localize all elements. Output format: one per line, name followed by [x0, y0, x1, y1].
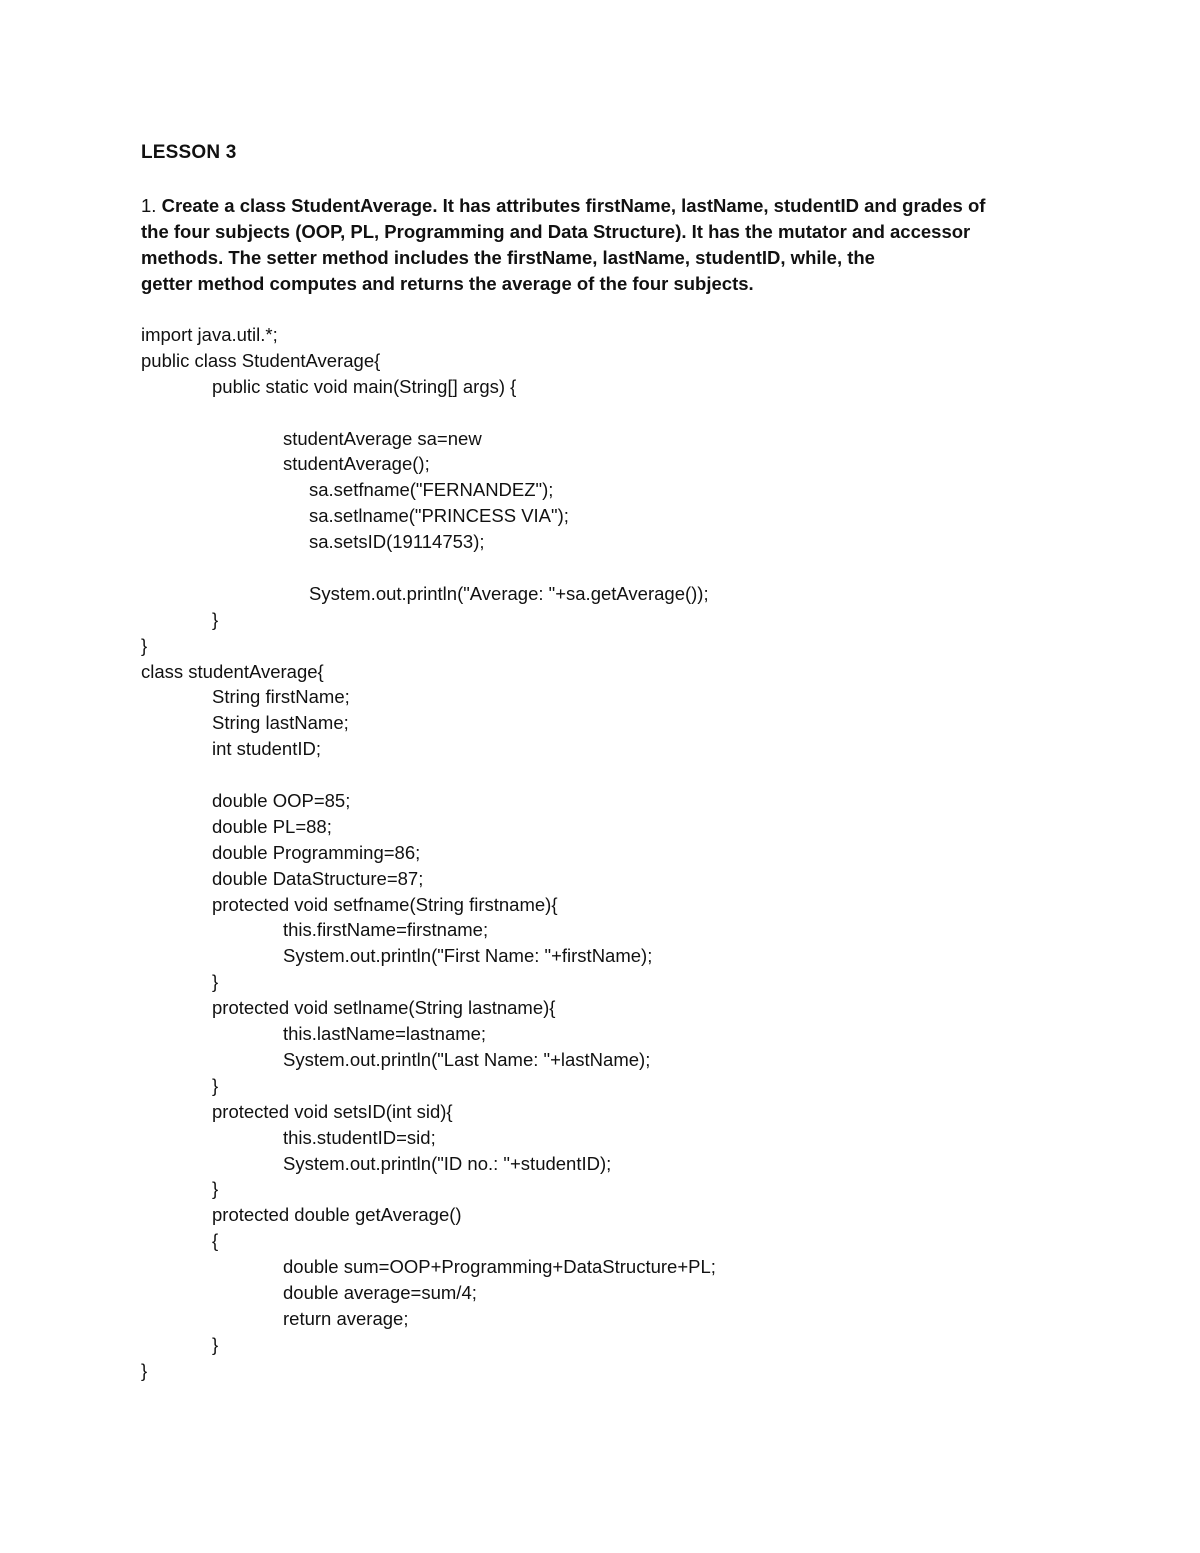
code-line-blank — [141, 555, 716, 581]
code-line: this.studentID=sid; — [283, 1126, 436, 1148]
code-line-blank — [141, 762, 716, 788]
code-line: String firstName; — [212, 686, 350, 708]
code-line: System.out.println("Average: "+sa.getAverage()); — [309, 582, 709, 604]
code-line: } — [141, 1359, 148, 1381]
code-line: studentAverage sa=new — [283, 427, 482, 449]
code-line: return average; — [283, 1307, 409, 1329]
code-line: System.out.println("First Name: "+firstName); — [283, 945, 653, 967]
code-line: int studentID; — [212, 738, 322, 760]
code-line: } — [212, 1074, 219, 1096]
code-line: } — [141, 634, 148, 656]
code-line: import java.util.*; — [141, 324, 278, 345]
code-line: String lastName; — [212, 712, 349, 734]
code-line: this.lastName=lastname; — [283, 1023, 487, 1045]
question-prompt — [141, 193, 1061, 297]
question-line: getter method computes and returns the average of the four subjects. — [141, 273, 754, 294]
question-line: methods. The setter method includes the firstName, lastName, studentID, while, the — [141, 247, 875, 268]
code-line: { — [212, 1230, 219, 1252]
code-line: protected void setfname(String firstname){ — [212, 893, 558, 915]
code-line: } — [212, 1333, 219, 1355]
code-line: public class StudentAverage{ — [141, 349, 381, 371]
question-line — [141, 193, 1061, 219]
code-line: double DataStructure=87; — [212, 867, 424, 889]
code-line: } — [212, 971, 219, 993]
lesson-heading: LESSON 3 — [141, 142, 237, 163]
code-line: } — [212, 608, 219, 630]
code-line: sa.setlname("PRINCESS VIA"); — [309, 505, 569, 527]
code-line: } — [212, 1178, 219, 1200]
code-line: protected double getAverage() — [212, 1204, 462, 1226]
code-line: double average=sum/4; — [283, 1281, 477, 1303]
code-line: System.out.println("Last Name: "+lastName); — [283, 1048, 651, 1070]
code-line: sa.setsID(19114753); — [309, 531, 485, 553]
code-line: this.firstName=firstname; — [283, 919, 489, 941]
code-listing — [141, 322, 716, 1384]
code-line: protected void setsID(int sid){ — [212, 1100, 453, 1122]
code-line: protected void setlname(String lastname){ — [212, 997, 556, 1019]
code-line: studentAverage(); — [283, 453, 430, 475]
code-line: System.out.println("ID no.: "+studentID); — [283, 1152, 612, 1174]
code-line: sa.setfname("FERNANDEZ"); — [309, 479, 554, 501]
question-text: Create a class StudentAverage. It has attributes firstName, lastName, studentID and grades of — [161, 195, 986, 216]
code-line-blank — [141, 400, 716, 426]
code-line: double sum=OOP+Programming+DataStructure+PL; — [283, 1256, 716, 1278]
code-line: public static void main(String[] args) { — [212, 375, 517, 397]
code-line: double OOP=85; — [212, 790, 351, 812]
code-line: double Programming=86; — [212, 841, 421, 863]
question-number: 1. — [141, 195, 162, 216]
code-line: class studentAverage{ — [141, 660, 324, 682]
code-line: double PL=88; — [212, 815, 332, 837]
question-line: the four subjects (OOP, PL, Programming and Data Structure). It has the mutator and accessor — [141, 221, 971, 242]
